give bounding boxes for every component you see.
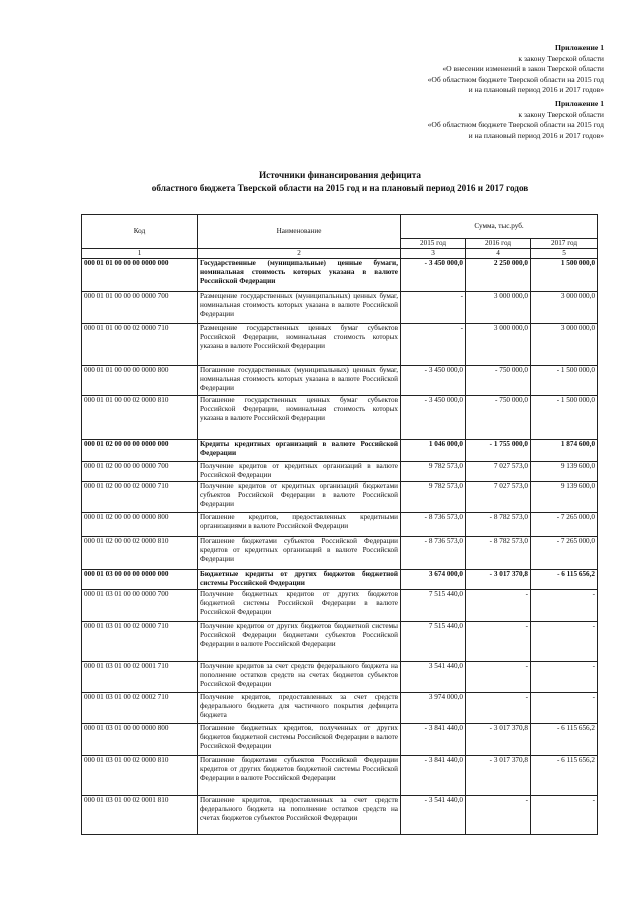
row-name: Погашение бюджетных кредитов, полученных от других бюджетов бюджетной системы Российской Федерации в валюте Российской Федерации [198,724,401,756]
row-value-2017: - [531,622,598,662]
annex-1-line: «О внесении изменений в закон Тверской области [442,64,604,74]
table-row [82,724,598,756]
row-value-2016: 3 000 000,0 [466,292,531,324]
row-value-2016: - [466,590,531,622]
row-code: 000 01 02 00 00 00 0000 700 [82,462,198,482]
row-value-2016: - 1 755 000,0 [466,440,531,462]
row-value-2015: - 3 450 000,0 [401,259,466,292]
row-value-2015: - [401,292,466,324]
row-code: 000 01 01 00 00 00 0000 000 [82,259,198,292]
row-value-2015: - 3 450 000,0 [401,396,466,440]
column-header-year-2016: 2016 год [466,239,531,249]
table-row [82,482,598,513]
row-name: Размещение государственных (муниципальных) ценных бумаг, номинальная стоимость которых указана в валюте Российской Федерации [198,292,401,324]
row-code: 000 01 01 00 00 00 0000 800 [82,366,198,396]
row-value-2017: 1 874 600,0 [531,440,598,462]
row-name: Получение кредитов от других бюджетов бюджетной системы Российской Федерации бюджетами субъектов Российской Федерации в валюте Российской Федерации [198,622,401,662]
row-value-2015: - 3 541 440,0 [401,796,466,835]
annex-2-line: «Об областном бюджете Тверской области на 2015 год [427,120,604,130]
table-row [82,796,598,835]
row-value-2017: 9 139 600,0 [531,462,598,482]
row-name: Погашение государственных (муниципальных) ценных бумаг, номинальная стоимость которых указана в валюте Российской Федерации [198,366,401,396]
table-row [82,590,598,622]
row-name: Размещение государственных ценных бумаг субъектов Российской Федерации, номинальная стоимость которых указана в валюте Российской Федерации [198,324,401,366]
annex-1-header [428,43,604,96]
row-value-2015: 3 541 440,0 [401,662,466,693]
row-value-2017: - [531,693,598,724]
table-row [82,462,598,482]
row-value-2017: 3 000 000,0 [531,324,598,366]
annex-1-heading: Приложение 1 [555,43,604,52]
row-value-2017: 1 500 000,0 [531,259,598,292]
row-code: 000 01 03 01 00 02 0000 810 [82,756,198,796]
row-value-2015: 9 782 573,0 [401,482,466,513]
row-code: 000 01 01 00 00 02 0000 710 [82,324,198,366]
column-header-name: Наименование [198,215,401,249]
row-value-2017: - 6 115 656,2 [531,724,598,756]
table-row [82,622,598,662]
row-value-2017: - [531,796,598,835]
row-code: 000 01 01 00 00 02 0000 810 [82,396,198,440]
row-code: 000 01 02 00 00 02 0000 810 [82,537,198,570]
row-value-2015: 3 674 000,0 [401,570,466,590]
title-line-1: Источники финансирования дефицита [258,170,421,180]
row-value-2016: - 750 000,0 [466,396,531,440]
row-value-2016: - 3 017 370,8 [466,570,531,590]
table-row [82,440,598,462]
row-value-2015: - 3 841 440,0 [401,724,466,756]
row-value-2015: 7 515 440,0 [401,590,466,622]
annex-2-line: и на плановый период 2016 и 2017 годов» [468,130,604,140]
row-value-2017: - 6 115 656,2 [531,756,598,796]
row-value-2016: 2 250 000,0 [466,259,531,292]
annex-1-line: «Об областном бюджете Тверской области на 2015 год [427,74,604,84]
row-name: Государственные (муниципальные) ценные бумаги, номинальная стоимость которых указана в валюте Российской Федерации [198,259,401,292]
row-name: Получение бюджетных кредитов от других бюджетов бюджетной системы Российской Федерации в валюте Российской Федерации [198,590,401,622]
row-value-2015: - [401,324,466,366]
document-title [60,169,620,195]
table-body [82,259,598,835]
row-code: 000 01 01 00 00 00 0000 700 [82,292,198,324]
row-value-2015: - 3 841 440,0 [401,756,466,796]
row-code: 000 01 03 01 00 00 0000 700 [82,590,198,622]
row-value-2015: 9 782 573,0 [401,462,466,482]
row-value-2017: - 7 265 000,0 [531,537,598,570]
column-header-code: Код [82,215,198,249]
annex-1-line: к закону Тверской области [518,53,604,63]
row-value-2016: - 750 000,0 [466,366,531,396]
row-value-2016: - [466,796,531,835]
row-value-2016: 3 000 000,0 [466,324,531,366]
row-value-2015: 7 515 440,0 [401,622,466,662]
row-value-2017: - 7 265 000,0 [531,513,598,537]
row-value-2015: - 3 450 000,0 [401,366,466,396]
annex-2-heading: Приложение 1 [555,99,604,108]
table-row [82,324,598,366]
row-name: Погашение кредитов, предоставленных за счет средств федерального бюджета на пополнение остатков средств на счетах бюджетов субъектов Российской Федерации [198,796,401,835]
row-name: Погашение государственных ценных бумаг субъектов Российской Федерации, номинальная стоимость которых указана в валюте Российской Федерации [198,396,401,440]
column-header-sum: Сумма, тыс.руб. [401,215,598,239]
row-value-2016: - 8 782 573,0 [466,537,531,570]
row-name: Погашение бюджетами субъектов Российской Федерации кредитов от кредитных организаций в валюте Российской Федерации [198,537,401,570]
row-code: 000 01 03 01 00 02 0001 710 [82,662,198,693]
row-value-2016: - [466,662,531,693]
annex-2-line: к закону Тверской области [518,109,604,119]
row-value-2016: 7 027 573,0 [466,482,531,513]
row-code: 000 01 03 00 00 00 0000 000 [82,570,198,590]
table-row [82,292,598,324]
row-name: Погашение бюджетами субъектов Российской Федерации кредитов от других бюджетов бюджетной системы Российской Федерации в валюте Российской Федерации [198,756,401,796]
financing-sources-table [81,214,598,835]
row-name: Получение кредитов от кредитных организаций бюджетами субъектов Российской Федерации в валюте Российской Федерации [198,482,401,513]
row-name: Кредиты кредитных организаций в валюте Российской Федерации [198,440,401,462]
row-value-2015: - 8 736 573,0 [401,513,466,537]
row-value-2017: - 1 500 000,0 [531,366,598,396]
row-value-2017: - 6 115 656,2 [531,570,598,590]
row-code: 000 01 03 01 00 02 0000 710 [82,622,198,662]
row-value-2016: - [466,693,531,724]
row-name: Получение кредитов за счет средств федерального бюджета на пополнение остатков средств на счетах бюджетов субъектов Российской Федерации [198,662,401,693]
column-header-year-2015: 2015 год [401,239,466,249]
row-value-2016: - 8 782 573,0 [466,513,531,537]
row-code: 000 01 03 01 00 02 0002 710 [82,693,198,724]
table-row [82,693,598,724]
column-header-year-2017: 2017 год [531,239,598,249]
row-value-2016: 7 027 573,0 [466,462,531,482]
column-number: 2 [198,249,401,259]
annex-1-line: и на плановый период 2016 и 2017 годов» [468,85,604,95]
row-code: 000 01 02 00 00 02 0000 710 [82,482,198,513]
row-name: Получение кредитов от кредитных организаций в валюте Российской Федерации [198,462,401,482]
row-value-2017: 3 000 000,0 [531,292,598,324]
column-number: 4 [466,249,531,259]
row-value-2017: - [531,590,598,622]
column-number: 1 [82,249,198,259]
annex-2-header [428,99,604,141]
table-row [82,366,598,396]
row-value-2015: 1 046 000,0 [401,440,466,462]
row-code: 000 01 02 00 00 00 0000 000 [82,440,198,462]
row-value-2017: - [531,662,598,693]
table-row [82,513,598,537]
table-row [82,396,598,440]
table-row [82,662,598,693]
table-row [82,570,598,590]
row-value-2016: - [466,622,531,662]
row-value-2015: 3 974 000,0 [401,693,466,724]
column-number: 5 [531,249,598,259]
row-code: 000 01 02 00 00 00 0000 800 [82,513,198,537]
row-value-2015: - 8 736 573,0 [401,537,466,570]
row-value-2017: 9 139 600,0 [531,482,598,513]
row-code: 000 01 03 01 00 00 0000 800 [82,724,198,756]
table-row [82,537,598,570]
row-value-2017: - 1 500 000,0 [531,396,598,440]
row-code: 000 01 03 01 00 02 0001 810 [82,796,198,835]
row-value-2016: - 3 017 370,8 [466,756,531,796]
row-name: Бюджетные кредиты от других бюджетов бюджетной системы Российской Федерации [198,570,401,590]
table-row [82,259,598,292]
row-name: Погашение кредитов, предоставленных кредитными организациями в валюте Российской Федерации [198,513,401,537]
table-row [82,756,598,796]
column-number: 3 [401,249,466,259]
row-name: Получение кредитов, предоставленных за счет средств федерального бюджета для частичного покрытия дефицита бюджета [198,693,401,724]
row-value-2016: - 3 017 370,8 [466,724,531,756]
title-line-2: областного бюджета Тверской области на 2015 год и на плановый период 2016 и 2017 годов [151,183,529,193]
